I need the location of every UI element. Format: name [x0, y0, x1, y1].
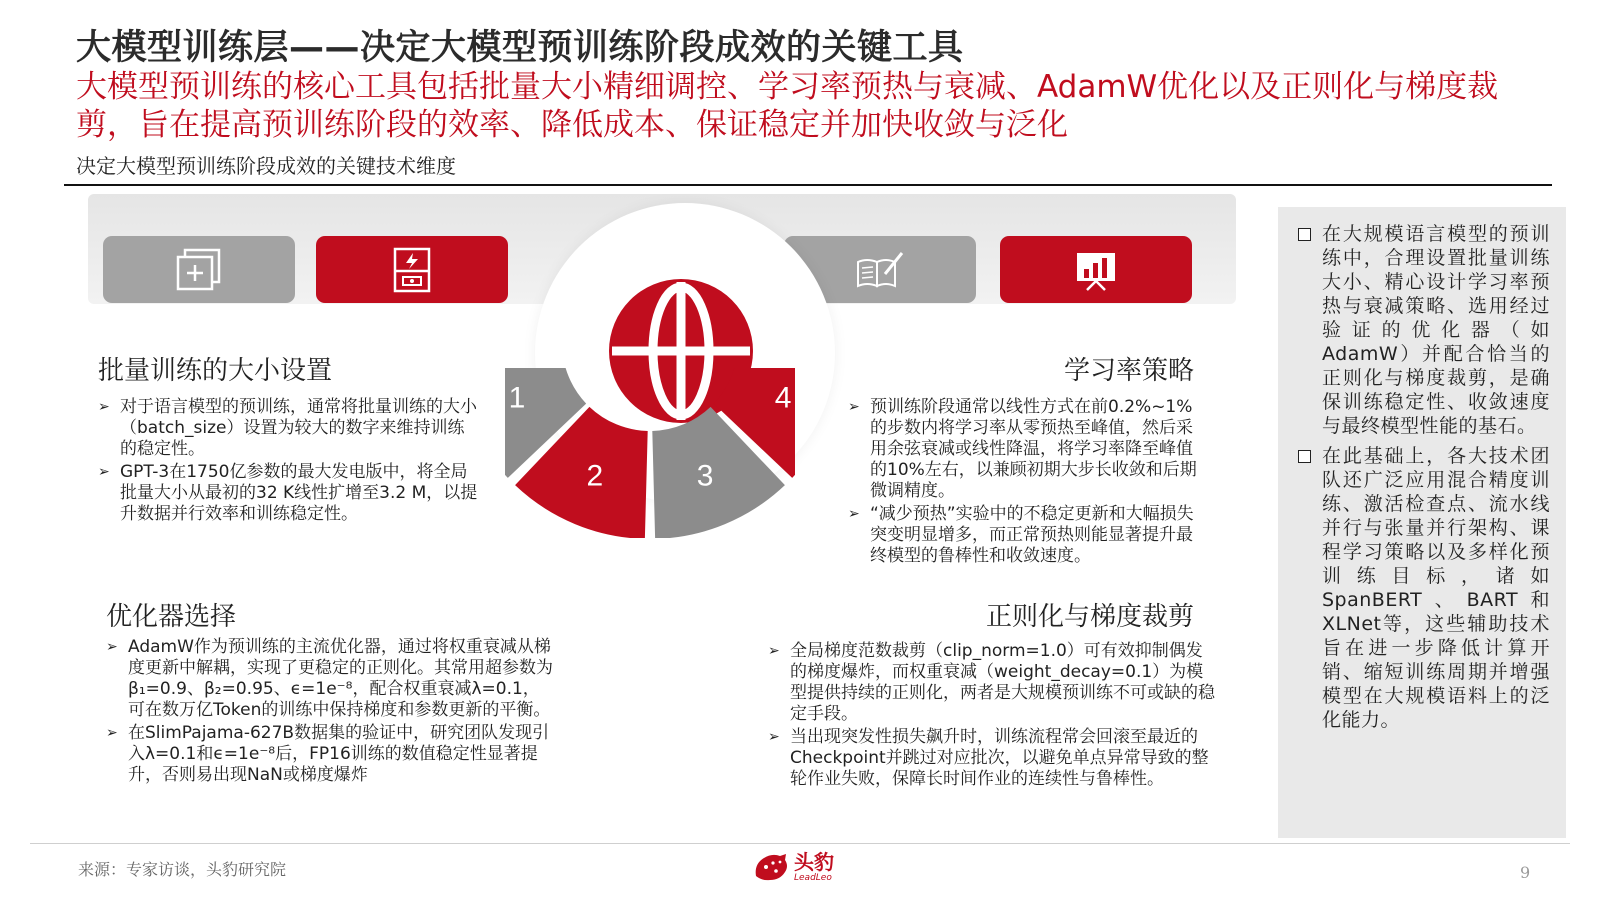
footer-divider	[30, 843, 1570, 844]
brand-logo	[752, 850, 834, 884]
batch-size-bullets	[98, 397, 478, 527]
source-note: 来源：专家访谈，头豹研究院	[78, 860, 287, 879]
optimizer-title: 优化器选择	[106, 602, 237, 632]
leopard-logo-icon	[752, 850, 790, 884]
page-title: 大模型训练层——决定大模型预训练阶段成效的关键工具	[76, 28, 964, 68]
page-number: 9	[1520, 863, 1531, 882]
list-item: ➢ 全局梯度范数裁剪（clip_norm=1.0）可有效抑制偶发的梯度爆炸，而权重衰减（weight_decay=0.1）为模型提供持续的正则化，两者是大规模预训练不可或缺的稳定手段。	[768, 641, 1218, 725]
headline: 大模型预训练的核心工具包括批量大小精细调控、学习率预热与衰减、AdamW优化以及正则化与梯度裁剪，旨在提高预训练阶段的效率、降低成本、保证稳定并加快收敛与泛化	[76, 69, 1499, 143]
summary-paragraph: 在大规模语言模型的预训练中，合理设置批量训练大小、精心设计学习率预热与衰减策略、选用经过验证的优化器（如AdamW）并配合恰当的正则化与梯度裁剪，是确保训练稳定性、收敛速度与最终模型性能的基石。	[1296, 222, 1550, 438]
list-item: ➢ 当出现突发性损失飙升时，训练流程常会回滚至最近的Checkpoint并跳过对应批次，以避免单点异常导致的整轮作业失败，保障长时间作业的连续性与鲁棒性。	[768, 727, 1218, 790]
segment-label-3: 3	[696, 459, 714, 493]
list-item: ➢ AdamW作为预训练的主流优化器，通过将权重衰减从梯度更新中解耦，实现了更稳定的正则化。其常用超参数为β₁=0.9、β₂=0.95、ϵ=1e⁻⁸，配合权重衰减λ=0.1，可在数万亿Token的训练中保持梯度和参数更新的平衡。	[106, 637, 554, 721]
add-layers-icon	[176, 248, 222, 292]
number-segments	[505, 368, 795, 538]
list-item: ➢ 在SlimPajama-627B数据集的验证中，研究团队发现引入λ=0.1和ϵ=1e⁻⁸后，FP16训练的数值稳定性显著提升，否则易出现NaN或梯度爆炸	[106, 723, 554, 786]
tile-batch	[103, 236, 295, 303]
logo-name: 头豹	[794, 849, 834, 874]
segment-label-4: 4	[774, 381, 792, 415]
regularization-title: 正则化与梯度裁剪	[986, 602, 1195, 632]
segment-label-1: 1	[508, 381, 526, 415]
list-item: ➢ 预训练阶段通常以线性方式在前0.2%~1%的步数内将学习率从零预热至峰值，然后采用余弦衰减或线性降温，将学习率降至峰值的10%左右，以兼顾初期大步长收敛和后期微调精度。	[848, 397, 1200, 502]
list-item: ➢ “减少预热”实验中的不稳定更新和大幅损失突变明显增多，而正常预热则能显著提升最终模型的鲁棒性和收敛速度。	[848, 504, 1200, 567]
summary-sidebar	[1278, 207, 1566, 838]
optimizer-bullets	[106, 637, 554, 788]
tile-presentation	[1000, 236, 1192, 303]
list-item: ➢ GPT-3在1750亿参数的最大发电版中，将全局批量大小从最初的32 K线性扩增至3.2 M，以提升数据并行效率和训练稳定性。	[98, 462, 478, 525]
tile-power	[316, 236, 508, 303]
list-item: ➢ 对于语言模型的预训练，通常将批量训练的大小（batch_size）设置为较大的数字来维持训练的稳定性。	[98, 397, 478, 460]
logo-subtitle: LeadLeo	[794, 872, 832, 883]
batch-size-title: 批量训练的大小设置	[98, 356, 333, 386]
power-box-icon	[392, 247, 432, 293]
presentation-chart-icon	[1074, 249, 1118, 291]
regularization-bullets	[768, 641, 1218, 792]
segment-label-2: 2	[586, 459, 604, 493]
header-divider	[64, 184, 1552, 186]
learning-rate-title: 学习率策略	[1064, 356, 1195, 386]
book-pen-icon	[855, 250, 905, 290]
learning-rate-bullets	[848, 397, 1200, 569]
section-label: 决定大模型预训练阶段成效的关键技术维度	[76, 154, 456, 178]
summary-paragraph: 在此基础上，各大技术团队还广泛应用混合精度训练、激活检查点、流水线并行与张量并行架构、课程学习策略以及多样化预训练目标，诸如SpanBERT、BART和XLNet等，这些辅助技术旨在进一步降低计算开销、缩短训练周期并增强模型在大规模语料上的泛化能力。	[1296, 444, 1550, 732]
